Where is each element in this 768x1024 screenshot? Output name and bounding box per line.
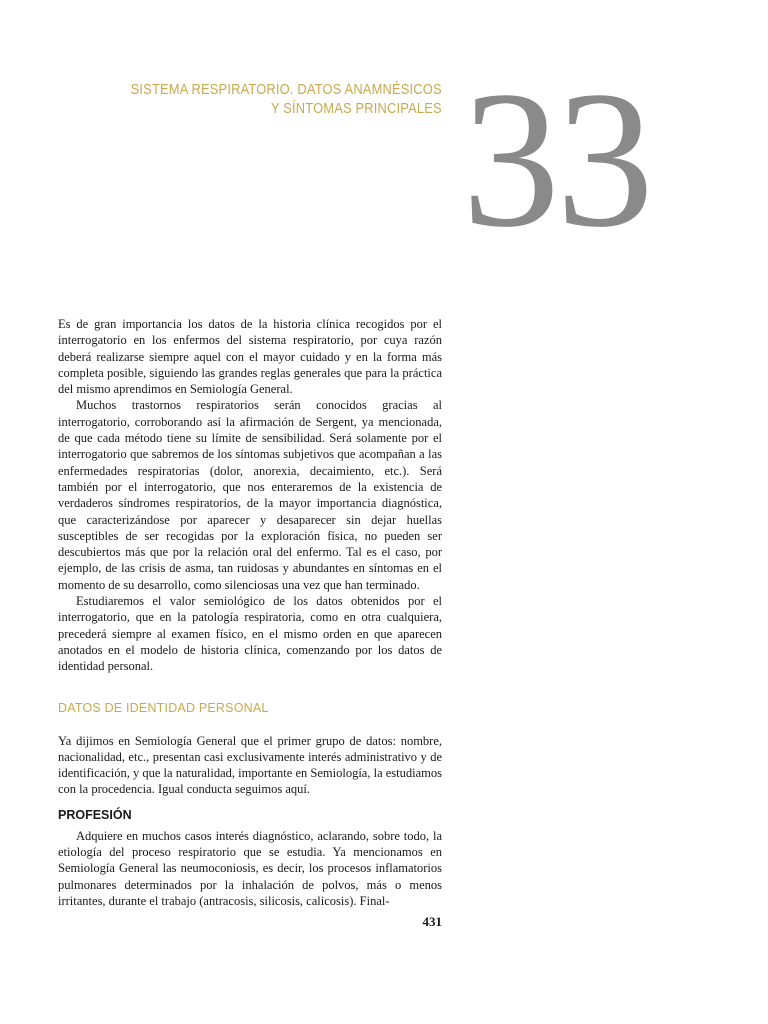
section-heading: DATOS DE IDENTIDAD PERSONAL xyxy=(58,700,269,715)
intro-paragraph-1: Es de gran importancia los datos de la historia clínica recogidos por el interrogatorio en los enfermos del sistema respiratorio, por cuya razón deberá realizarse siempre aquel con el mayor cuidado y en la forma más completa posible, siguiendo las grandes reglas generales que para la práctica del mismo aprendimos en Semiología General. xyxy=(58,317,442,397)
subsection-heading: PROFESIÓN xyxy=(58,807,132,822)
body-text xyxy=(58,316,442,909)
chapter-title xyxy=(131,80,442,118)
page-number: 431 xyxy=(422,914,442,929)
intro-paragraph-2: Muchos trastornos respiratorios serán conocidos gracias al interrogatorio, corroborando así la afirmación de Sergent, ya mencionada, de que cada método tiene su límite de sensibilidad. Será solamente por el interrogatorio que sabremos de los síntomas subjetivos que acompañan a las enfermedades respiratorias (dolor, anorexia, decaimiento, etc.). Será también por el interrogatorio, que nos enteraremos de la existencia de verdaderos síndromes respiratorios, de la mayor importancia diagnóstica, que caracterizándose por aparecer y desaparecer sin dejar huellas susceptibles de ser recogidas por la exploración física, no pueden ser descubiertos más que por la relación oral del enfermo. Tal es el caso, por ejemplo, de las crisis de asma, tan ruidosas y abundantes en síntomas en el momento de su desarrollo, como silenciosas una vez que han terminado. xyxy=(58,398,442,592)
chapter-number: 33 xyxy=(462,51,650,268)
chapter-title-line-1: SISTEMA RESPIRATORIO. DATOS ANAMNÉSICOS xyxy=(130,81,442,98)
intro-paragraph-3: Estudiaremos el valor semiológico de los datos obtenidos por el interrogatorio, que en la patología respiratoria, como en otra cualquiera, precederá siempre al examen físico, en el mismo orden en que aparecen anotados en el modelo de historia clínica, comenzando por los datos de identidad personal. xyxy=(58,594,442,674)
chapter-title-line-2: Y SÍNTOMAS PRINCIPALES xyxy=(271,100,442,117)
subsection-paragraph-1: Adquiere en muchos casos interés diagnóstico, aclarando, sobre todo, la etiología del proceso respiratorio que se estudia. Ya mencionamos en Semiología General las neumoconiosis, es decir, los procesos inflamatorios pulmonares determinados por la inhalación de polvos, más o menos irritantes, durante el trabajo (antracosis, silicosis, calicosis). Final- xyxy=(58,828,442,908)
section-paragraph-1: Ya dijimos en Semiología General que el primer grupo de datos: nombre, nacionalidad, etc., presentan casi exclusivamente interés administrativo y de identificación, y que la naturalidad, importante en Semiología, la estudiamos con la procedencia. Igual conducta seguimos aquí. xyxy=(58,733,442,797)
